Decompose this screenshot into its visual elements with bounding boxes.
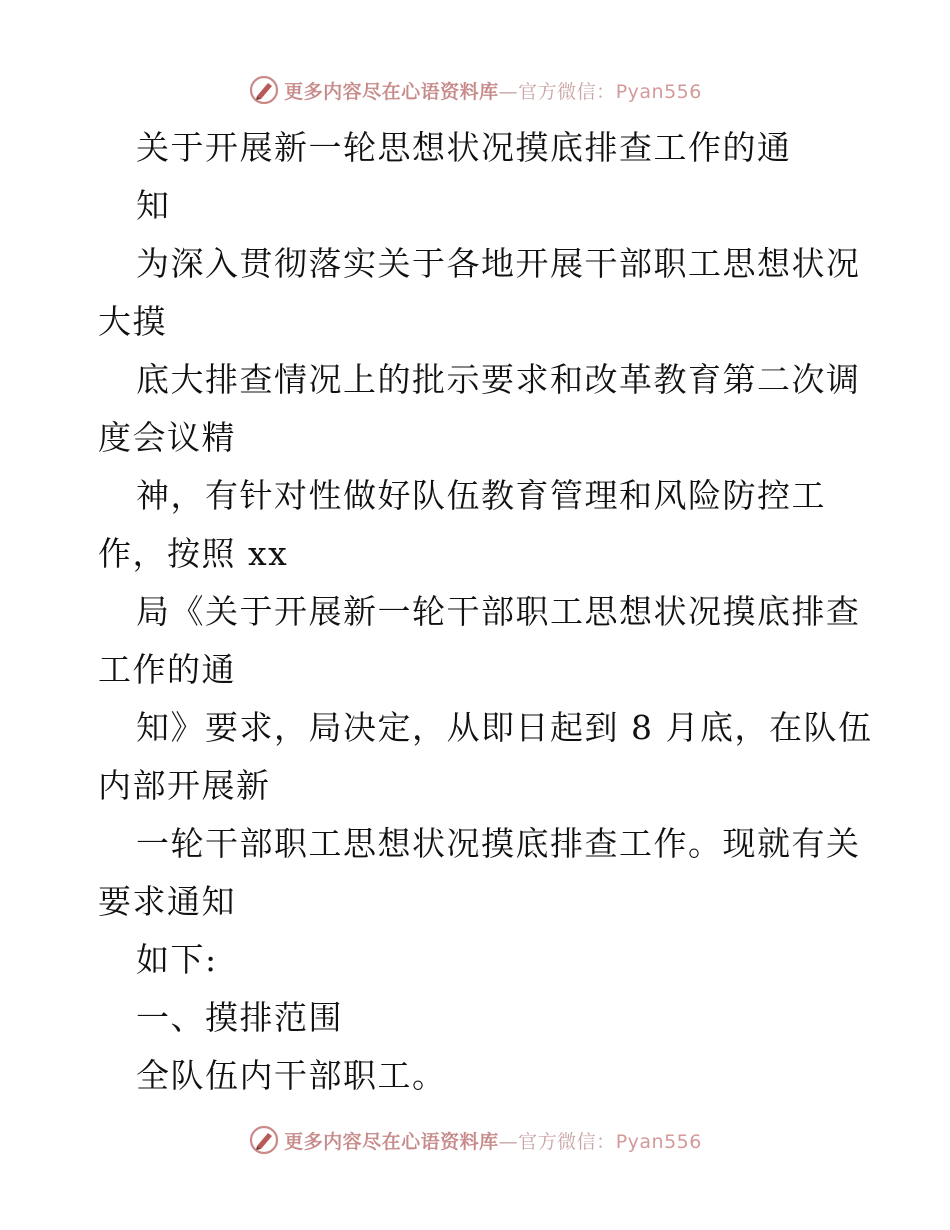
- body-line: 如下:: [136, 940, 218, 979]
- watermark-text: 更多内容尽在心语资料库—官方微信：Pyan556: [284, 80, 702, 103]
- body-line: 为深入贯彻落实关于各地开展干部职工思想状况: [136, 244, 861, 283]
- document-title-line-2: 知: [136, 186, 171, 225]
- body-line: 工作的通: [98, 650, 236, 689]
- pen-logo-icon: [248, 74, 280, 106]
- document-title-line-1: 关于开展新一轮思想状况摸底排查工作的通: [136, 128, 792, 167]
- body-line: 内部开展新: [98, 766, 271, 805]
- body-line: 度会议精: [98, 418, 236, 457]
- body-line: 作，按照 xx: [98, 534, 289, 573]
- pen-logo-icon: [248, 1124, 280, 1156]
- body-line: 一轮干部职工思想状况摸底排查工作。现就有关: [136, 824, 861, 863]
- section-heading: 一、摸排范围: [136, 998, 343, 1037]
- body-line: 要求通知: [98, 882, 236, 921]
- body-line: 全队伍内干部职工。: [136, 1056, 447, 1095]
- body-line: 神，有针对性做好队伍教育管理和风险防控工: [136, 476, 826, 515]
- body-line: 大摸: [98, 302, 167, 341]
- watermark-text: 更多内容尽在心语资料库—官方微信：Pyan556: [284, 1130, 702, 1153]
- body-line: 底大排查情况上的批示要求和改革教育第二次调: [136, 360, 861, 399]
- footer-watermark: [0, 1120, 950, 1160]
- header-watermark: [0, 70, 950, 110]
- body-line: 局《关于开展新一轮干部职工思想状况摸底排查: [136, 592, 861, 631]
- body-line: 知》要求，局决定，从即日起到 8 月底，在队伍: [136, 708, 873, 747]
